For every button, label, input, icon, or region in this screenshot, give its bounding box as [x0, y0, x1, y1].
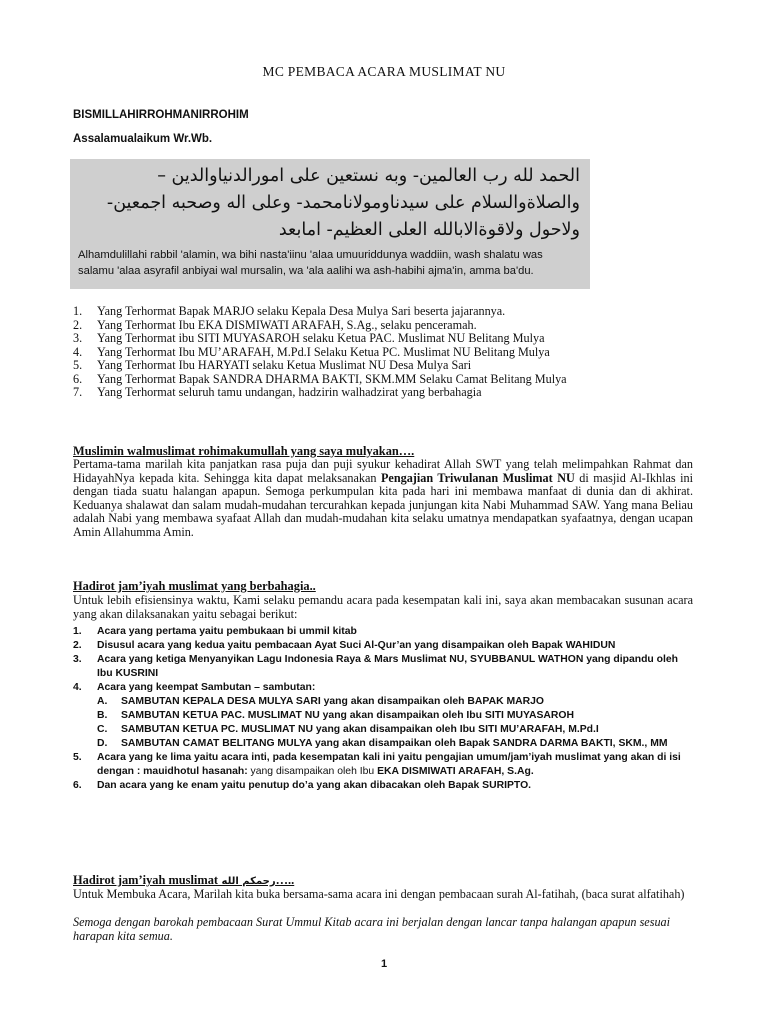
list-item: 4. Acara yang keempat Sambutan – sambutan: A. SAMBUTAN KEPALA DESA MULYA SARI yang akan disampaikan oleh BAPAK MARJO B. SAMBUTAN KETUA PAC. MUSLIMAT NU yang akan disampaikan oleh Ibu SITI MUYASAROH C. SAMBUTAN KETUA PC. MUSLIMAT NU yang akan disampaikan oleh Ibu SITI MU’ARAFAH, M.Pd.I D. SAMBUTAN CAMAT BELITANG MULYA yang akan disampaikan oleh Bapak SANDRA DARMA BAKTI, SKM., MM	[73, 681, 693, 751]
list-item: C. SAMBUTAN KETUA PC. MUSLIMAT NU yang akan disampaikan oleh Ibu SITI MU’ARAFAH, M.Pd.I	[97, 724, 599, 735]
section-heading: Hadirot jam’iyah muslimat رحمكم الله…..	[73, 873, 295, 887]
closing-prayer: Semoga dengan barokah pembacaan Surat Ummul Kitab acara ini berjalan dengan lancar tanpa halangan apapun sesuai harapan kita semua.	[73, 915, 671, 943]
arabic-line: والصلاةوالسلام على سيدناومولانامحمد- وعلى اله وصحبه اجمعين-	[106, 193, 580, 213]
page-number: 1	[380, 958, 388, 970]
program-intro: Untuk lebih efisiensinya waktu, Kami selaku pemandu acara pada kesempatan kali ini, saya akan membacakan susunan acara yang akan dilaksanakan yaitu sebagai berikut:	[73, 593, 693, 621]
arabic-transliteration: Alhamdulillahi rabbil 'alamin, wa bihi nasta'iinu 'alaa umuuriddunya waddiin, wash shalatu was salamu 'alaa asyrafil anbiyai wal mursalin, wa 'ala aalihi wa ash-habihi ajma'in, amma ba'du.	[78, 249, 543, 277]
arabic-line: الحمد لله رب العالمين- وبه نستعين على امورالدنياوالدين –	[157, 166, 580, 186]
bismillah-line: BISMILLAHIRROHMANIRROHIM	[73, 109, 249, 121]
sambutan-sublist	[97, 695, 693, 751]
list-item: 1. Yang Terhormat Bapak MARJO selaku Kepala Desa Mulya Sari beserta jajarannya.	[73, 304, 506, 318]
honorifics-list	[73, 305, 693, 400]
list-item: 6. Dan acara yang ke enam yaitu penutup do’a yang akan dibacakan oleh Bapak SURIPTO.	[73, 780, 532, 791]
list-item: 7. Yang Terhormat seluruh tamu undangan, hadzirin walhadzirat yang berbahagia	[73, 385, 482, 399]
arabic-line: ولاحول ولاقوةالابالله العلى العظيم- امابعد	[278, 220, 580, 240]
list-item: B. SAMBUTAN KETUA PAC. MUSLIMAT NU yang akan disampaikan oleh Ibu SITI MUYASAROH	[97, 710, 574, 721]
section-heading: Hadirot jam’iyah muslimat yang berbahagia..	[73, 579, 316, 593]
document-title: MC PEMBACA ACARA MUSLIMAT NU	[262, 64, 506, 79]
list-item: 3. Yang Terhormat ibu SITI MUYASAROH selaku Ketua PAC. Muslimat NU Belitang Mulya	[73, 331, 545, 345]
list-item: 5. Yang Terhormat Ibu HARYATI selaku Ketua Muslimat NU Desa Mulya Sari	[73, 358, 472, 372]
list-item: 6. Yang Terhormat Bapak SANDRA DHARMA BAKTI, SKM.MM Selaku Camat Belitang Mulya	[73, 371, 567, 386]
list-item: D. SAMBUTAN CAMAT BELITANG MULYA yang akan disampaikan oleh Bapak SANDRA DARMA BAKTI, SKM., MM	[97, 738, 668, 749]
list-item: 5. Acara yang ke lima yaitu acara inti, pada kesempatan kali ini yaitu pengajian umum/jam’iyah muslimat yang akan di isi dengan : mauidhotul hasanah: yang disampaikan oleh Ibu EKA DISMIWATI ARAFAH, S.Ag.	[73, 752, 681, 777]
list-item: 1. Acara yang pertama yaitu pembukaan bi ummil kitab	[73, 626, 357, 637]
opening-paragraph: Pertama-tama marilah kita panjatkan rasa puja dan puji syukur kehadirat Allah SWT yang telah melimpahkan Rahmat dan HidayahNya kepada kita. Sehingga kita dapat melaksanakan Pengajian Triwulanan Muslimat NU di masjid Al-Ikhlas ini dengan tiada suatu halangan apapun. Semoga perkumpulan kita pada hari ini membawa manfaat di dunia dan di akhirat. Keduanya shalawat dan salam mudah-mudahan tercurahkan kepada junjungan kita Nabi Muhammad SAW. Yang mana Beliau adalah Nabi yang membawa syafaat Allah dan mudah-mudahan kita selaku umatnya mendapatkan syafaatnya, dengan ucapan Amin Allahumma Amin.	[73, 457, 694, 539]
greeting-line: Assalamualaikum Wr.Wb.	[73, 133, 213, 145]
closing-paragraph: Untuk Membuka Acara, Marilah kita buka bersama-sama acara ini dengan pembacaan surah Al-fatihah, (baca surat alfatihah)	[73, 887, 685, 901]
list-item: 2. Yang Terhormat Ibu EKA DISMIWATI ARAFAH, S.Ag., selaku penceramah.	[73, 317, 477, 332]
list-item: 4. Yang Terhormat Ibu MU’ARAFAH, M.Pd.I Selaku Ketua PC. Muslimat NU Belitang Mulya	[73, 344, 550, 359]
section-heading: Muslimin walmuslimat rohimakumullah yang saya mulyakan….	[73, 444, 415, 458]
list-item: 2. Disusul acara yang kedua yaitu pembacaan Ayat Suci Al-Qur’an yang disampaikan oleh Bapak WAHIDUN	[73, 640, 616, 651]
list-item: A. SAMBUTAN KEPALA DESA MULYA SARI yang akan disampaikan oleh BAPAK MARJO	[97, 696, 545, 707]
arabic-opening-box	[70, 159, 590, 289]
list-item: 3. Acara yang ketiga Menyanyikan Lagu Indonesia Raya & Mars Muslimat NU, SYUBBANUL WATHON yang dipandu oleh Ibu KUSRINI	[73, 654, 679, 679]
program-list	[73, 625, 693, 793]
